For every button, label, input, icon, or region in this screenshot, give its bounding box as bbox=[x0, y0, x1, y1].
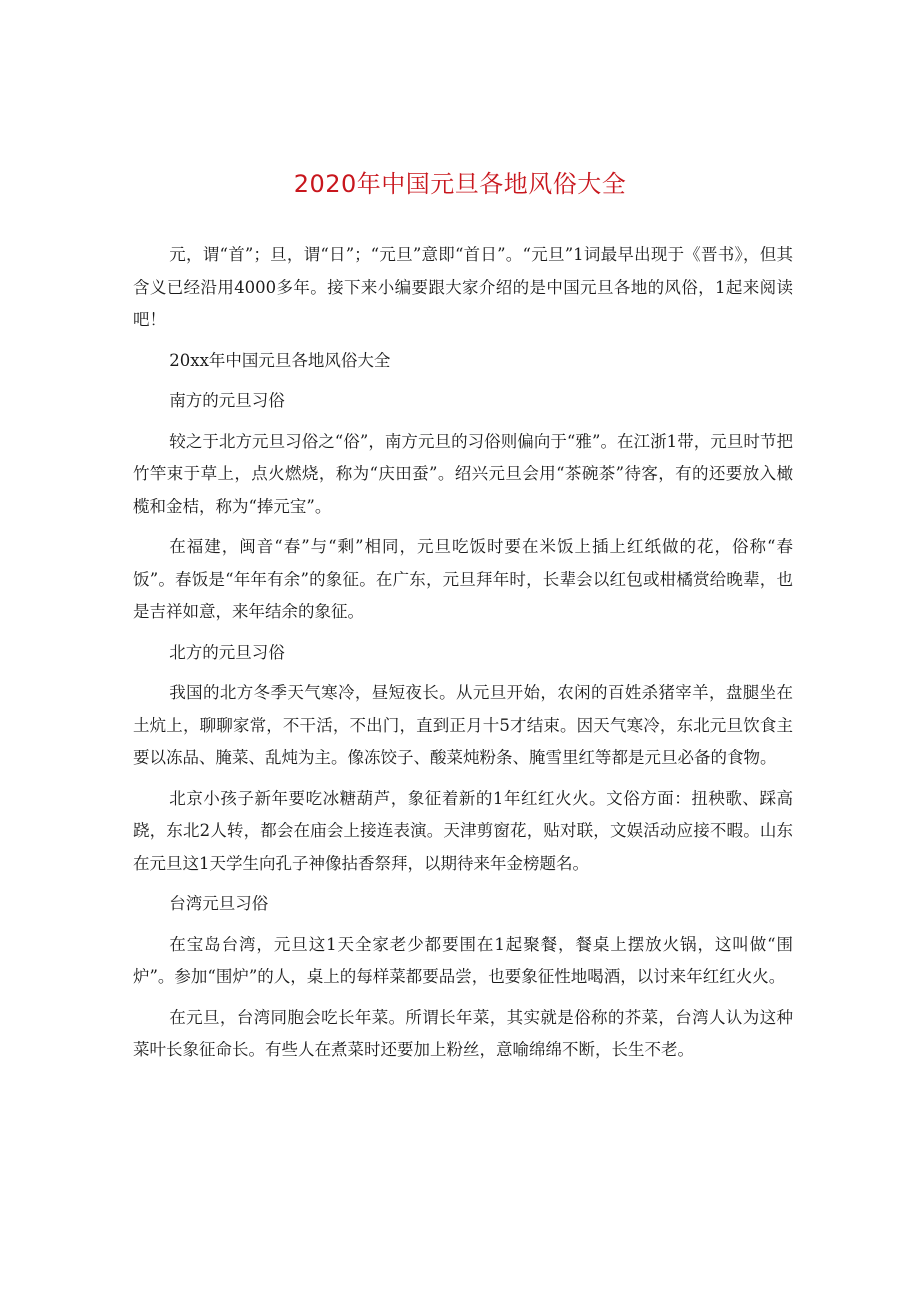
document-body bbox=[133, 239, 793, 1075]
subtitle: 20xx年中国元旦各地风俗大全 bbox=[169, 350, 391, 370]
paragraph-north-2: 北京小孩子新年要吃冰糖葫芦，象征着新的1年红红火火。文俗方面：扭秧歌、踩高跷，东北2人转，都会在庙会上接连表演。天津剪窗花，贴对联，文娱活动应接不暇。山东在元旦这1天学生向孔子神像拈香祭拜，以期待来年金榜题名。 bbox=[133, 788, 793, 873]
section-heading-north: 北方的元旦习俗 bbox=[169, 642, 285, 662]
section-heading-south: 南方的元旦习俗 bbox=[169, 391, 285, 410]
paragraph-north-1: 我国的北方冬季天气寒冷，昼短夜长。从元旦开始，农闲的百姓杀猪宰羊，盘腿坐在土炕上，聊聊家常，不干活，不出门，直到正月十5才结束。因天气寒冷，东北元旦饮食主要以冻品、腌菜、乱炖为主。像冻饺子、酸菜炖粉条、腌雪里红等都是元旦必备的食物。 bbox=[133, 683, 793, 767]
paragraph-intro: 元，谓“首”；旦，谓“日”；“元旦”意即“首日”。“元旦”1词最早出现于《晋书》，但其含义已经沿用4000多年。接下来小编要跟大家介绍的是中国元旦各地的风俗，1起来阅读吧！ bbox=[133, 245, 793, 329]
paragraph-taiwan-2: 在元旦，台湾同胞会吃长年菜。所谓长年菜，其实就是俗称的芥菜，台湾人认为这种菜叶长象征命长。有些人在煮菜时还要加上粉丝，意喻绵绵不断，长生不老。 bbox=[133, 1007, 793, 1059]
paragraph-south-1: 较之于北方元旦习俗之“俗”，南方元旦的习俗则偏向于“雅”。在江浙1带，元旦时节把竹竿束于草上，点火燃烧，称为“庆田蚕”。绍兴元旦会用“茶碗茶”待客，有的还要放入橄榄和金桔，称为“捧元宝”。 bbox=[133, 431, 793, 516]
paragraph-taiwan-1: 在宝岛台湾，元旦这1天全家老少都要围在1起聚餐，餐桌上摆放火锅，这叫做“围炉”。参加“围炉”的人，桌上的每样菜都要品尝，也要象征性地喝酒，以讨来年红红火火。 bbox=[133, 934, 793, 986]
paragraph-south-2: 在福建，闽音“春”与“剩”相同，元旦吃饭时要在米饭上插上红纸做的花，俗称“春饭”。春饭是“年年有余”的象征。在广东，元旦拜年时，长辈会以红包或柑橘赏给晚辈，也是吉祥如意，来年结余的象征。 bbox=[133, 537, 793, 621]
document-title: 2020年中国元旦各地风俗大全 bbox=[293, 170, 627, 198]
section-heading-taiwan: 台湾元旦习俗 bbox=[169, 894, 269, 913]
